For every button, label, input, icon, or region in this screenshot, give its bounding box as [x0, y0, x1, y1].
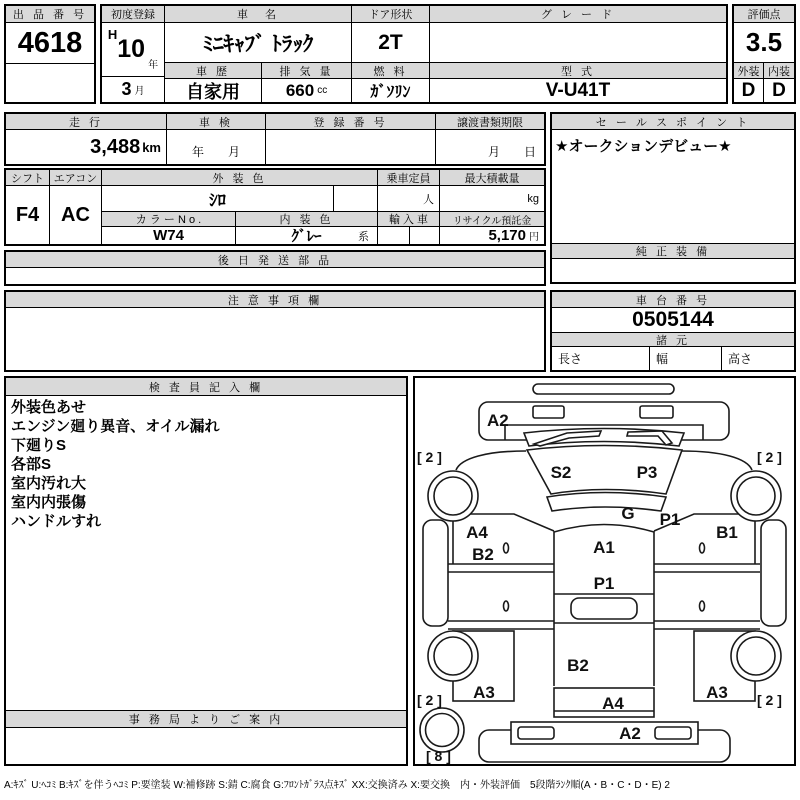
payload-value: kg — [527, 192, 539, 205]
inspector-note: 外装色あせ — [11, 399, 87, 416]
displacement-label: 排 気 量 — [262, 62, 352, 79]
exterior-color-label: 外 装 色 — [102, 170, 378, 186]
capacity-value: 人 — [378, 186, 440, 211]
rear-light-right — [655, 727, 691, 739]
damage-diagram — [415, 378, 794, 764]
left-fender-curve — [456, 451, 526, 470]
caution-label: 注 意 事 項 欄 — [6, 292, 544, 308]
regno-label: 登 録 番 号 — [266, 114, 436, 130]
recycle-value — [440, 227, 544, 244]
month-unit: 月 — [134, 86, 145, 97]
shaken-label: 車 検 — [167, 114, 266, 130]
first-reg-label: 初度登録 — [102, 6, 165, 23]
score-value: 3.5 — [745, 27, 783, 57]
interior-color-label: 内 装 色 — [236, 211, 378, 227]
wheel-mark-rear-right: [ 2 ] — [757, 692, 782, 708]
first-reg-month-value: 3 — [121, 79, 132, 99]
damage-code-windshield-right: P3 — [636, 463, 658, 482]
mileage-number: 3,488 — [90, 135, 141, 158]
later-parts-value — [6, 268, 544, 284]
transfer-value: 月 日 — [487, 145, 536, 159]
displacement-number: 660 — [285, 80, 315, 100]
inspector-box — [4, 376, 408, 766]
history-label: 車 歴 — [165, 62, 262, 79]
transfer-label: 譲渡書類期限 — [436, 114, 544, 130]
caution-value — [6, 308, 544, 370]
spec-label: 諸 元 — [552, 332, 794, 347]
auction-no-box — [4, 4, 96, 104]
score-label: 評価点 — [734, 6, 794, 23]
mileage-label: 走 行 — [6, 114, 167, 130]
headlight-right — [640, 406, 673, 418]
later-parts-label: 後 日 発 送 部 品 — [6, 252, 544, 268]
chassis-label: 車 台 番 号 — [552, 292, 794, 308]
later-parts-box — [4, 250, 546, 286]
left-sill — [423, 520, 448, 626]
damage-code-left-b2: B2 — [472, 545, 494, 564]
damage-code-cowl-g: G — [621, 504, 635, 523]
grade-label: グ レ ー ド — [430, 6, 726, 23]
payload-label: 最大積載量 — [440, 170, 544, 186]
mileage-value — [6, 130, 167, 164]
import-divider — [409, 227, 410, 244]
rear-window — [571, 598, 637, 619]
year-unit: 年 — [148, 60, 159, 71]
damage-code-roof: A1 — [593, 538, 615, 557]
ac-value: AC — [50, 186, 102, 244]
wheel-mark-front-right: [ 2 ] — [757, 449, 782, 465]
exterior-grade-value: D — [734, 79, 764, 102]
right-sill — [761, 520, 786, 626]
wheel-rear-left-inner — [434, 637, 472, 675]
office-value — [6, 728, 406, 764]
wheel-front-right-inner — [737, 477, 775, 515]
damage-code-right-a3: A3 — [706, 683, 728, 702]
recycle-number: 5,170 — [488, 227, 526, 244]
import-value — [378, 227, 440, 244]
import-label: 輸 入 車 — [378, 211, 440, 227]
wheel-mark-rear-left: [ 2 ] — [417, 692, 442, 708]
exterior-color-sub-cell — [334, 186, 378, 211]
auction-no-label: 出 品 番 号 — [6, 6, 94, 23]
cowl-bottom-band — [547, 493, 666, 512]
inspector-notes — [6, 398, 406, 708]
right-door-handle — [700, 543, 705, 553]
interior-color-suffix: 系 — [358, 230, 369, 243]
sales-point-box — [550, 112, 796, 284]
door-value: 2T — [352, 23, 430, 62]
damage-code-left-a3: A3 — [473, 683, 495, 702]
mileage-unit: km — [142, 139, 161, 155]
fuel-label: 燃 料 — [352, 62, 430, 79]
interior-color-cell — [236, 227, 378, 244]
headlight-left — [533, 406, 564, 418]
inspector-note: エンジン廻り異音、オイル漏れ — [11, 418, 220, 435]
spec-height-label: 高さ — [728, 352, 753, 366]
left-rails — [448, 564, 554, 629]
damage-code-tailgate: A4 — [602, 694, 624, 713]
grade-value — [430, 23, 726, 62]
wheel-front-left-inner — [434, 477, 472, 515]
right-rails — [654, 564, 760, 629]
model-value: V-U41T — [545, 79, 611, 101]
color-no-label: カ ラ ー N o . — [102, 211, 236, 227]
score-box — [732, 4, 796, 104]
chassis-value: 0505144 — [632, 308, 714, 331]
inspector-label: 検 査 員 記 入 欄 — [6, 378, 406, 396]
inspector-note: ハンドルすれ — [11, 513, 102, 530]
interior-color-value: ｸﾞﾚｰ — [291, 228, 322, 244]
caution-box — [4, 290, 546, 372]
recycle-label: リサイクル預託金 — [440, 211, 544, 227]
history-value: 自家用 — [165, 79, 262, 102]
fuel-value: ｶﾞｿﾘﾝ — [352, 79, 430, 102]
regno-value — [266, 130, 436, 164]
front-roof-bar — [533, 384, 674, 394]
damage-code-left-a4: A4 — [466, 523, 488, 542]
genuine-equipment-label: 純 正 装 備 — [552, 243, 794, 259]
car-name-label: 車 名 — [165, 6, 352, 23]
spare-tire-mark: [ 8 ] — [426, 748, 451, 764]
spec-length-label: 長さ — [552, 347, 650, 370]
wheel-rear-right-inner — [737, 637, 775, 675]
first-reg-year — [102, 23, 165, 76]
first-reg-month — [102, 76, 165, 102]
first-reg-year-value: 10 — [117, 35, 146, 63]
left-door-handle — [504, 543, 509, 553]
sales-point-text: ★オークションデビュー★ — [555, 138, 732, 155]
office-label: 事 務 局 よ り ご 案 内 — [6, 710, 406, 728]
interior-grade-label: 内装 — [764, 62, 794, 79]
damage-code-front-bumper: A2 — [487, 411, 509, 430]
damage-diagram-box — [413, 376, 796, 766]
spec-width-label: 幅 — [650, 347, 722, 370]
recycle-unit: 円 — [529, 232, 539, 243]
inspector-note: 各部S — [11, 456, 52, 473]
auction-no-value: 4618 — [17, 26, 83, 59]
vehicle-header-box — [100, 4, 728, 104]
interior-grade-value: D — [772, 79, 786, 101]
car-name-value: ﾐﾆｷｬﾌﾞ ﾄﾗｯｸ — [165, 23, 352, 62]
damage-code-cowl-p1: P1 — [659, 510, 681, 529]
first-reg-era: H — [107, 27, 118, 42]
shaken-value: 年 月 — [167, 130, 266, 164]
auction-no-empty — [6, 63, 94, 102]
exterior-grade-label: 外装 — [734, 62, 764, 79]
exterior-color-value: ｼﾛ — [102, 186, 334, 211]
rear-light-left — [518, 727, 554, 739]
sales-point-label: セ ー ル ス ポ イ ン ト — [552, 114, 794, 130]
capacity-label: 乗車定員 — [378, 170, 440, 186]
damage-code-rear-bumper: A2 — [619, 724, 641, 743]
damage-code-right-b1: B1 — [716, 523, 738, 542]
wheel-mark-front-left: [ 2 ] — [417, 449, 442, 465]
genuine-equipment-value — [552, 259, 794, 282]
shift-label: シフト — [6, 170, 50, 186]
door-label: ドア形状 — [352, 6, 430, 23]
inspector-note: 室内内張傷 — [11, 494, 87, 511]
damage-code-cab-back: P1 — [593, 574, 615, 593]
ac-label: エアコン — [50, 170, 102, 186]
damage-code-bed: B2 — [567, 656, 589, 675]
color-row-box — [4, 168, 546, 246]
spare-tire-inner — [426, 714, 459, 747]
color-no-value: W74 — [102, 227, 236, 244]
mileage-row-box — [4, 112, 546, 166]
right-fender-curve — [682, 451, 752, 470]
damage-code-windshield-left: S2 — [550, 463, 572, 482]
inspector-note: 室内汚れ大 — [11, 475, 87, 492]
damage-code-legend: A:ｷｽﾞ U:ﾍｺﾐ B:ｷｽﾞを伴うﾍｺﾐ P:要塗装 W:補修跡 S:錆 C:腐食 G:ﾌﾛﾝﾄｶﾞﾗｽ点ｷｽﾞ XX:交換済み X:要交換 内・外装評価 5段階ﾗﾝｸ順(A・B・C・D・E) 2 — [4, 780, 670, 791]
left-lower-handle — [504, 601, 509, 611]
model-label: 型 式 — [430, 62, 726, 79]
displacement-unit: cc — [317, 85, 328, 96]
shift-value: F4 — [6, 186, 50, 244]
chassis-box — [550, 290, 796, 372]
displacement-value — [262, 79, 352, 102]
right-lower-handle — [700, 601, 705, 611]
inspector-note: 下廻りS — [11, 437, 67, 454]
